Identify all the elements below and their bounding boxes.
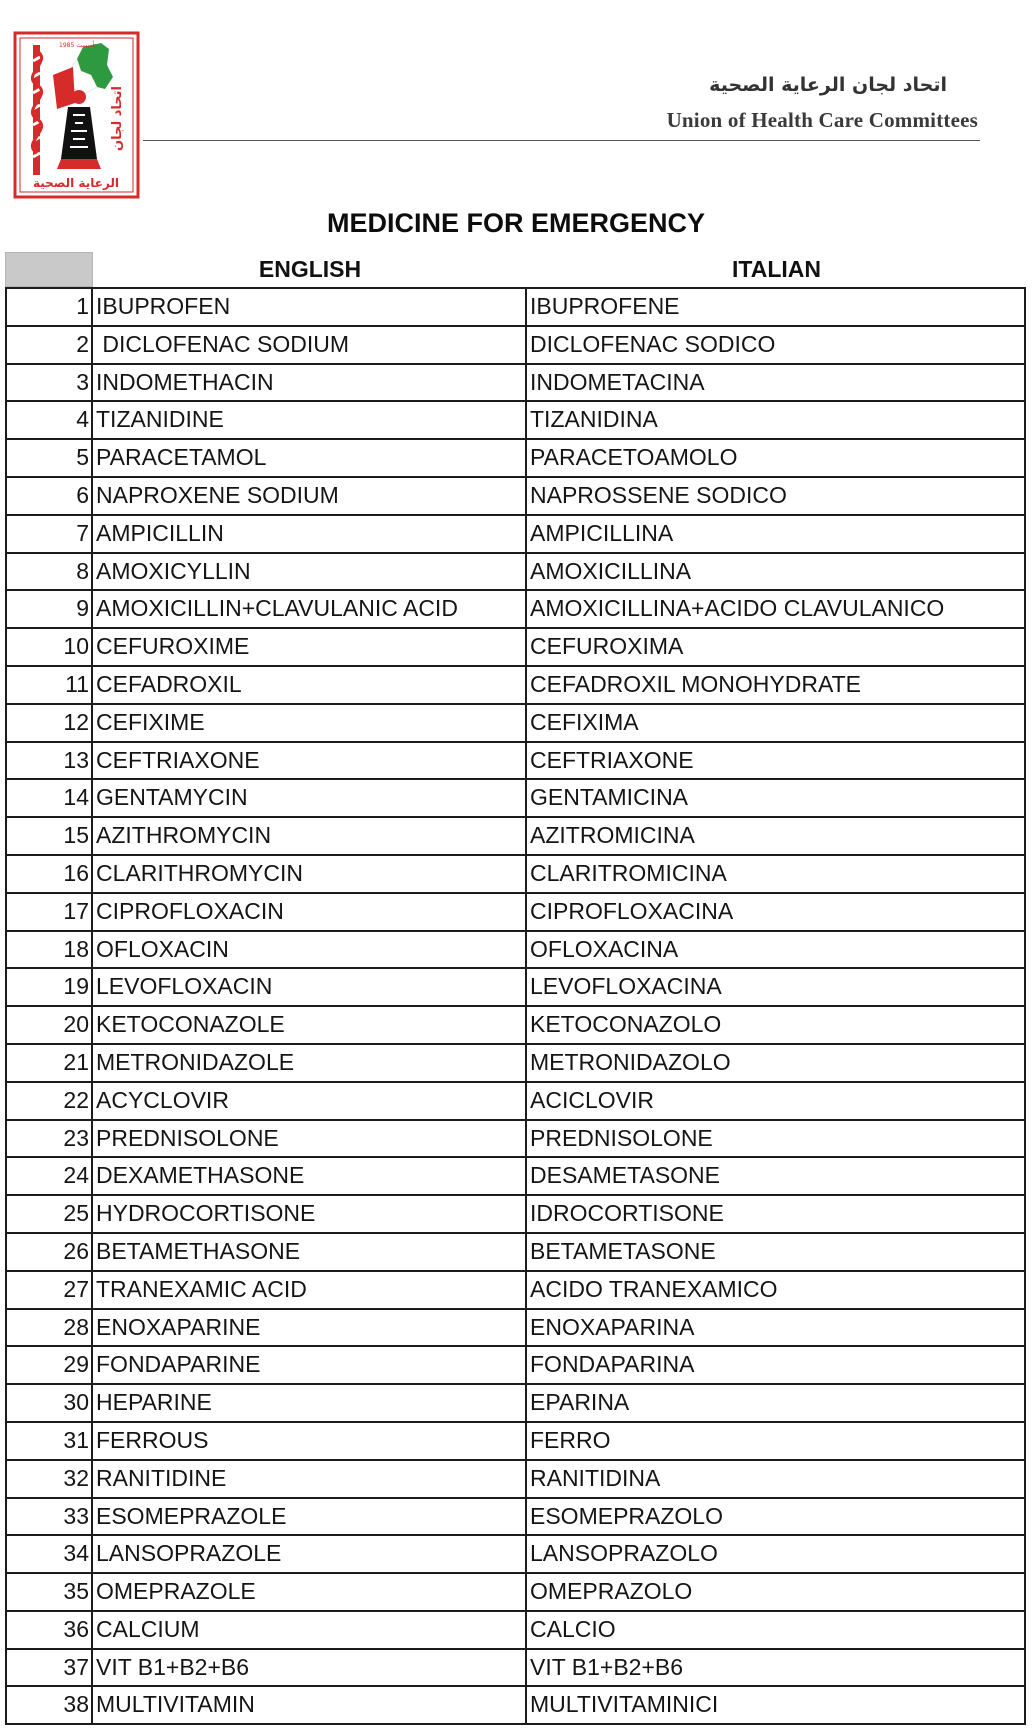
english-name-cell: CALCIUM [93, 1612, 527, 1650]
english-name-cell: AZITHROMYCIN [93, 818, 527, 856]
italian-name-cell: IBUPROFENE [527, 289, 1026, 327]
row-number: 25 [7, 1196, 93, 1234]
column-header-english: ENGLISH [258, 256, 362, 282]
organization-logo [13, 31, 140, 199]
italian-name-cell: TIZANIDINA [527, 402, 1026, 440]
italian-name-cell: NAPROSSENE SODICO [527, 478, 1026, 516]
row-number: 2 [7, 327, 93, 365]
row-number: 32 [7, 1461, 93, 1499]
english-name-cell: BETAMETHASONE [93, 1234, 527, 1272]
row-number: 37 [7, 1650, 93, 1688]
italian-name-cell: ESOMEPRAZOLO [527, 1499, 1026, 1537]
english-name-cell: LANSOPRAZOLE [93, 1536, 527, 1574]
english-name-cell: KETOCONAZOLE [93, 1007, 527, 1045]
english-name-cell: CEFADROXIL [93, 667, 527, 705]
italian-name-cell: OFLOXACINA [527, 932, 1026, 970]
italian-name-cell: ACICLOVIR [527, 1083, 1026, 1121]
italian-name-cell: INDOMETACINA [527, 365, 1026, 403]
header-number-cell [5, 252, 93, 287]
italian-name-cell: VIT B1+B2+B6 [527, 1650, 1026, 1688]
row-number: 22 [7, 1083, 93, 1121]
english-name-cell: OMEPRAZOLE [93, 1574, 527, 1612]
english-name-cell: METRONIDAZOLE [93, 1045, 527, 1083]
english-name-cell: VIT B1+B2+B6 [93, 1650, 527, 1688]
italian-name-cell: RANITIDINA [527, 1461, 1026, 1499]
english-name-cell: CEFUROXIME [93, 629, 527, 667]
row-number: 20 [7, 1007, 93, 1045]
row-number: 13 [7, 743, 93, 781]
italian-name-cell: DICLOFENAC SODICO [527, 327, 1026, 365]
italian-name-cell: CEFADROXIL MONOHYDRATE [527, 667, 1026, 705]
english-name-cell: DICLOFENAC SODIUM [93, 327, 527, 365]
italian-name-cell: CLARITROMICINA [527, 856, 1026, 894]
english-name-cell: FERROUS [93, 1423, 527, 1461]
row-number: 29 [7, 1347, 93, 1385]
row-number: 9 [7, 591, 93, 629]
italian-name-cell: IDROCORTISONE [527, 1196, 1026, 1234]
logo-name-vertical: اتحاد لجان [110, 85, 125, 151]
italian-name-cell: BETAMETASONE [527, 1234, 1026, 1272]
english-name-cell: OFLOXACIN [93, 932, 527, 970]
italian-name-cell: FERRO [527, 1423, 1026, 1461]
english-name-cell: AMPICILLIN [93, 516, 527, 554]
english-name-cell: DEXAMETHASONE [93, 1158, 527, 1196]
english-name-cell: MULTIVITAMIN [93, 1687, 527, 1725]
row-number: 23 [7, 1121, 93, 1159]
row-number: 24 [7, 1158, 93, 1196]
english-name-cell: LEVOFLOXACIN [93, 969, 527, 1007]
row-number: 6 [7, 478, 93, 516]
english-name-cell: CEFIXIME [93, 705, 527, 743]
row-number: 33 [7, 1499, 93, 1537]
column-header-italian: ITALIAN [731, 256, 821, 282]
row-number: 12 [7, 705, 93, 743]
organization-name-english: Union of Health Care Committees [666, 108, 978, 132]
document-title: MEDICINE FOR EMERGENCY [326, 208, 706, 238]
table-header-row [5, 252, 1026, 287]
italian-name-cell: LANSOPRAZOLO [527, 1536, 1026, 1574]
row-number: 38 [7, 1687, 93, 1725]
english-name-cell: PREDNISOLONE [93, 1121, 527, 1159]
english-name-cell: CLARITHROMYCIN [93, 856, 527, 894]
english-name-cell: GENTAMYCIN [93, 780, 527, 818]
italian-name-cell: FONDAPARINA [527, 1347, 1026, 1385]
english-name-cell: IBUPROFEN [93, 289, 527, 327]
header-divider [143, 140, 980, 141]
english-name-cell: AMOXICILLIN+CLAVULANIC ACID [93, 591, 527, 629]
italian-name-cell: OMEPRAZOLO [527, 1574, 1026, 1612]
italian-name-cell: AZITROMICINA [527, 818, 1026, 856]
english-name-cell: CIPROFLOXACIN [93, 894, 527, 932]
row-number: 14 [7, 780, 93, 818]
row-number: 26 [7, 1234, 93, 1272]
logo-graphic [13, 31, 140, 199]
row-number: 10 [7, 629, 93, 667]
row-number: 3 [7, 365, 93, 403]
logo-name-bottom: الرعاية الصحية [32, 176, 120, 190]
italian-name-cell: CEFIXIMA [527, 705, 1026, 743]
italian-name-cell: EPARINA [527, 1385, 1026, 1423]
english-name-cell: CEFTRIAXONE [93, 743, 527, 781]
english-name-cell: INDOMETHACIN [93, 365, 527, 403]
italian-name-cell: PARACETOAMOLO [527, 440, 1026, 478]
row-number: 16 [7, 856, 93, 894]
medicine-table [5, 287, 1026, 1725]
italian-name-cell: AMPICILLINA [527, 516, 1026, 554]
english-name-cell: AMOXICYLLIN [93, 554, 527, 592]
row-number: 4 [7, 402, 93, 440]
row-number: 28 [7, 1310, 93, 1348]
row-number: 36 [7, 1612, 93, 1650]
row-number: 18 [7, 932, 93, 970]
italian-name-cell: LEVOFLOXACINA [527, 969, 1026, 1007]
italian-name-cell: MULTIVITAMINICI [527, 1687, 1026, 1725]
row-number: 34 [7, 1536, 93, 1574]
row-number: 15 [7, 818, 93, 856]
english-name-cell: ESOMEPRAZOLE [93, 1499, 527, 1537]
row-number: 1 [7, 289, 93, 327]
english-name-cell: HYDROCORTISONE [93, 1196, 527, 1234]
english-name-cell: ACYCLOVIR [93, 1083, 527, 1121]
row-number: 21 [7, 1045, 93, 1083]
italian-name-cell: AMOXICILLINA [527, 554, 1026, 592]
italian-name-cell: CEFTRIAXONE [527, 743, 1026, 781]
english-name-cell: FONDAPARINE [93, 1347, 527, 1385]
row-number: 11 [7, 667, 93, 705]
row-number: 8 [7, 554, 93, 592]
row-number: 30 [7, 1385, 93, 1423]
logo-founded-text: تأسست 1985 [59, 42, 96, 49]
italian-name-cell: CEFUROXIMA [527, 629, 1026, 667]
italian-name-cell: METRONIDAZOLO [527, 1045, 1026, 1083]
english-name-cell: TRANEXAMIC ACID [93, 1272, 527, 1310]
italian-name-cell: CALCIO [527, 1612, 1026, 1650]
italian-name-cell: ENOXAPARINA [527, 1310, 1026, 1348]
italian-name-cell: CIPROFLOXACINA [527, 894, 1026, 932]
english-name-cell: HEPARINE [93, 1385, 527, 1423]
english-name-cell: ENOXAPARINE [93, 1310, 527, 1348]
italian-name-cell: PREDNISOLONE [527, 1121, 1026, 1159]
row-number: 35 [7, 1574, 93, 1612]
italian-name-cell: GENTAMICINA [527, 780, 1026, 818]
english-name-cell: TIZANIDINE [93, 402, 527, 440]
row-number: 31 [7, 1423, 93, 1461]
row-number: 5 [7, 440, 93, 478]
row-number: 7 [7, 516, 93, 554]
italian-name-cell: DESAMETASONE [527, 1158, 1026, 1196]
italian-name-cell: ACIDO TRANEXAMICO [527, 1272, 1026, 1310]
row-number: 17 [7, 894, 93, 932]
italian-name-cell: KETOCONAZOLO [527, 1007, 1026, 1045]
italian-name-cell: AMOXICILLINA+ACIDO CLAVULANICO [527, 591, 1026, 629]
english-name-cell: PARACETAMOL [93, 440, 527, 478]
organization-name-arabic: اتحاد لجان الرعاية الصحية [709, 74, 947, 96]
english-name-cell: NAPROXENE SODIUM [93, 478, 527, 516]
row-number: 19 [7, 969, 93, 1007]
row-number: 27 [7, 1272, 93, 1310]
english-name-cell: RANITIDINE [93, 1461, 527, 1499]
